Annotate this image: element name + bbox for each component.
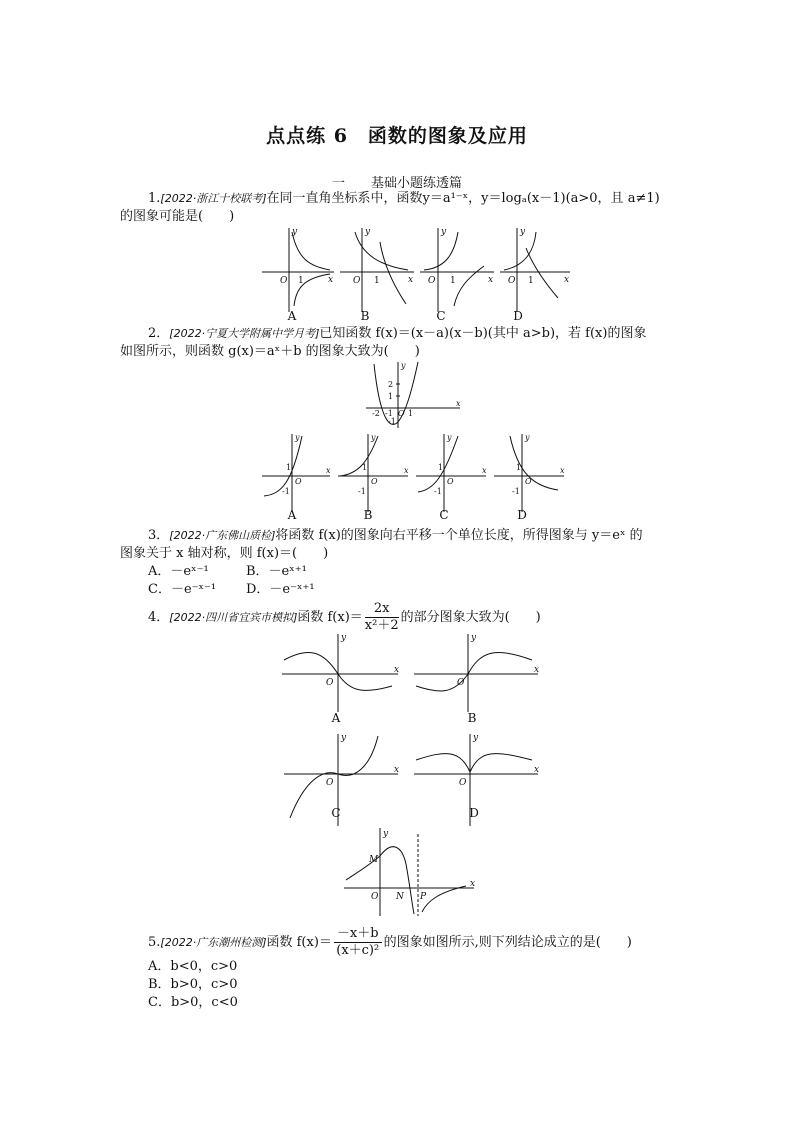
q2-graph-d	[494, 434, 564, 512]
q3-line2: 图象关于 x 轴对称，则 f(x)＝( )	[120, 546, 329, 561]
svg-text:M: M	[369, 855, 379, 865]
q2-line2: 如图所示，则函数 g(x)＝aˣ＋b 的图象大致为( )	[120, 344, 420, 359]
svg-text:x: x	[456, 399, 461, 408]
q4-pre: 函数 f(x)＝	[297, 610, 363, 625]
svg-text:y: y	[525, 433, 530, 442]
q1-graph-d	[500, 228, 570, 312]
q2-main-figure	[360, 360, 470, 430]
q2-source: [2022·宁夏大学附属中学月考]	[169, 327, 320, 340]
q1-source: [2022·浙江十校联考]	[160, 192, 267, 205]
svg-text:O: O	[326, 778, 334, 788]
svg-text:y: y	[295, 433, 300, 442]
svg-text:y: y	[520, 227, 526, 237]
q1-label-a: A	[287, 309, 297, 323]
svg-text:P: P	[420, 892, 427, 902]
q4-numerator: 2x	[365, 601, 399, 618]
svg-text:x: x	[394, 665, 400, 675]
q2-graph-b	[338, 434, 408, 512]
q2-option-figures	[258, 432, 578, 514]
svg-text:1: 1	[450, 276, 456, 286]
svg-text:O: O	[447, 477, 454, 486]
svg-text:x: x	[534, 765, 540, 775]
q2-label-d: D	[517, 508, 527, 522]
svg-text:x: x	[394, 765, 400, 775]
q5-fraction	[334, 926, 382, 959]
q2-line1	[148, 325, 646, 343]
q1-figures	[258, 226, 578, 324]
svg-text:x: x	[488, 275, 494, 285]
svg-text:y: y	[447, 433, 452, 442]
q1-label-d: D	[513, 309, 523, 323]
svg-text:1: 1	[516, 463, 522, 472]
svg-text:O: O	[295, 477, 302, 486]
svg-text:1: 1	[438, 463, 444, 472]
svg-text:x: x	[534, 665, 540, 675]
q5-option-a: A．b<0，c>0	[148, 959, 238, 974]
q5-denominator: (x＋c)²	[336, 943, 380, 958]
svg-text:y: y	[365, 227, 371, 237]
q3-option-b: B．－eˣ⁺¹	[246, 564, 307, 579]
svg-text:O: O	[398, 409, 405, 418]
q5-line1	[148, 924, 632, 962]
svg-text:1: 1	[286, 463, 292, 472]
svg-text:x: x	[328, 275, 334, 285]
svg-text:1: 1	[374, 276, 380, 286]
q5-pre: 函数 f(x)＝	[266, 935, 332, 950]
q2-graph-c	[416, 434, 486, 512]
q1-graph-c	[420, 228, 494, 312]
svg-text:O: O	[508, 276, 516, 286]
svg-text:-1: -1	[388, 417, 396, 426]
svg-text:-1: -1	[512, 487, 520, 496]
svg-text:O: O	[371, 477, 378, 486]
q1-text: 在同一直角坐标系中，函数y＝a¹⁻ˣ，y＝logₐ(x－1)(a>0，且 a≠1)	[266, 191, 660, 206]
svg-text:O: O	[428, 276, 436, 286]
svg-text:y: y	[292, 227, 298, 237]
q1-label-b: B	[360, 309, 370, 323]
svg-text:x: x	[560, 466, 565, 475]
q1-line2: 的图象可能是( )	[120, 209, 235, 224]
q5-number: 5.	[148, 935, 161, 950]
q4-source: [2022·四川省宜宾市模拟]	[169, 611, 298, 624]
svg-text:y: y	[371, 433, 376, 442]
q4-post: 的部分图象大致为( )	[400, 610, 541, 625]
svg-text:y: y	[441, 227, 447, 237]
svg-text:-1: -1	[385, 409, 393, 418]
svg-text:y: y	[473, 733, 479, 743]
q5-option-c: C．b>0，c<0	[148, 995, 238, 1010]
svg-text:x: x	[482, 466, 487, 475]
svg-text:1: 1	[298, 276, 304, 286]
svg-text:x: x	[404, 466, 409, 475]
q2-label-a: A	[287, 508, 297, 522]
q4-number: 4．	[148, 610, 170, 625]
q5-source: [2022·广东潮州检测]	[160, 936, 267, 949]
q3-text: 将函数 f(x)的图象向右平移一个单位长度，所得图象与 y＝eˣ 的	[275, 528, 643, 543]
q3-line1	[148, 527, 643, 545]
svg-text:N: N	[396, 892, 404, 902]
q3-option-d: D．－e⁻ˣ⁺¹	[246, 582, 315, 597]
svg-text:y: y	[471, 633, 477, 643]
svg-text:O: O	[353, 276, 361, 286]
q3-option-a: A．－eˣ⁻¹	[148, 564, 209, 579]
q3-number: 3．	[148, 528, 170, 543]
q2-label-b: B	[363, 508, 373, 522]
q1-graph-a	[262, 228, 334, 312]
q1-graph-b	[340, 228, 414, 312]
svg-text:1: 1	[408, 409, 414, 418]
q2-number: 2．	[148, 326, 170, 341]
svg-text:2: 2	[388, 380, 394, 389]
q5-option-b: B．b>0，c>0	[148, 977, 238, 992]
q5-numerator: －x＋b	[334, 926, 382, 943]
q2-label-c: C	[439, 508, 449, 522]
svg-text:y: y	[341, 733, 347, 743]
svg-text:O: O	[326, 678, 334, 688]
q5-post: 的图象如图所示,则下列结论成立的是( )	[383, 935, 632, 950]
q1-label-c: C	[436, 309, 446, 323]
svg-text:x: x	[564, 275, 570, 285]
q4-denominator: x²＋2	[364, 618, 399, 633]
q4-fraction	[365, 601, 399, 634]
svg-text:y: y	[383, 829, 389, 839]
page-title: 点点练 6 函数的图象及应用	[266, 125, 528, 147]
svg-text:y: y	[401, 361, 406, 370]
q4-label-c: C	[331, 806, 341, 820]
svg-text:O: O	[525, 477, 532, 486]
q4-graph-a	[282, 634, 398, 712]
q3-option-c: C．－e⁻ˣ⁻¹	[148, 582, 217, 597]
q1-line1	[148, 190, 660, 208]
q2-graph-a	[262, 434, 330, 512]
svg-text:O: O	[371, 892, 379, 902]
q4-label-a: A	[331, 711, 341, 725]
svg-text:1: 1	[528, 276, 534, 286]
q4-graph-b	[414, 634, 538, 712]
svg-text:x: x	[470, 879, 476, 889]
q4-label-b: B	[467, 711, 477, 725]
q5-figure	[340, 826, 480, 918]
svg-text:O: O	[457, 678, 465, 688]
svg-text:1: 1	[362, 463, 368, 472]
svg-text:x: x	[326, 466, 331, 475]
svg-text:x: x	[408, 275, 414, 285]
q4-label-d: D	[469, 806, 479, 820]
q3-source: [2022·广东佛山质检]	[169, 529, 276, 542]
svg-text:O: O	[280, 276, 288, 286]
q2-text: 已知函数 f(x)＝(x－a)(x－b)(其中 a>b)，若 f(x)的图象	[319, 326, 647, 341]
q1-number: 1.	[148, 191, 161, 206]
svg-text:O: O	[459, 778, 467, 788]
svg-text:-2: -2	[372, 409, 380, 418]
svg-text:-1: -1	[282, 487, 290, 496]
svg-text:-1: -1	[434, 487, 442, 496]
section-heading: 一 基础小题练透篇	[331, 176, 462, 191]
svg-text:-1: -1	[358, 487, 366, 496]
q4-figures	[280, 632, 550, 828]
svg-text:1: 1	[388, 392, 394, 401]
svg-text:y: y	[341, 633, 347, 643]
